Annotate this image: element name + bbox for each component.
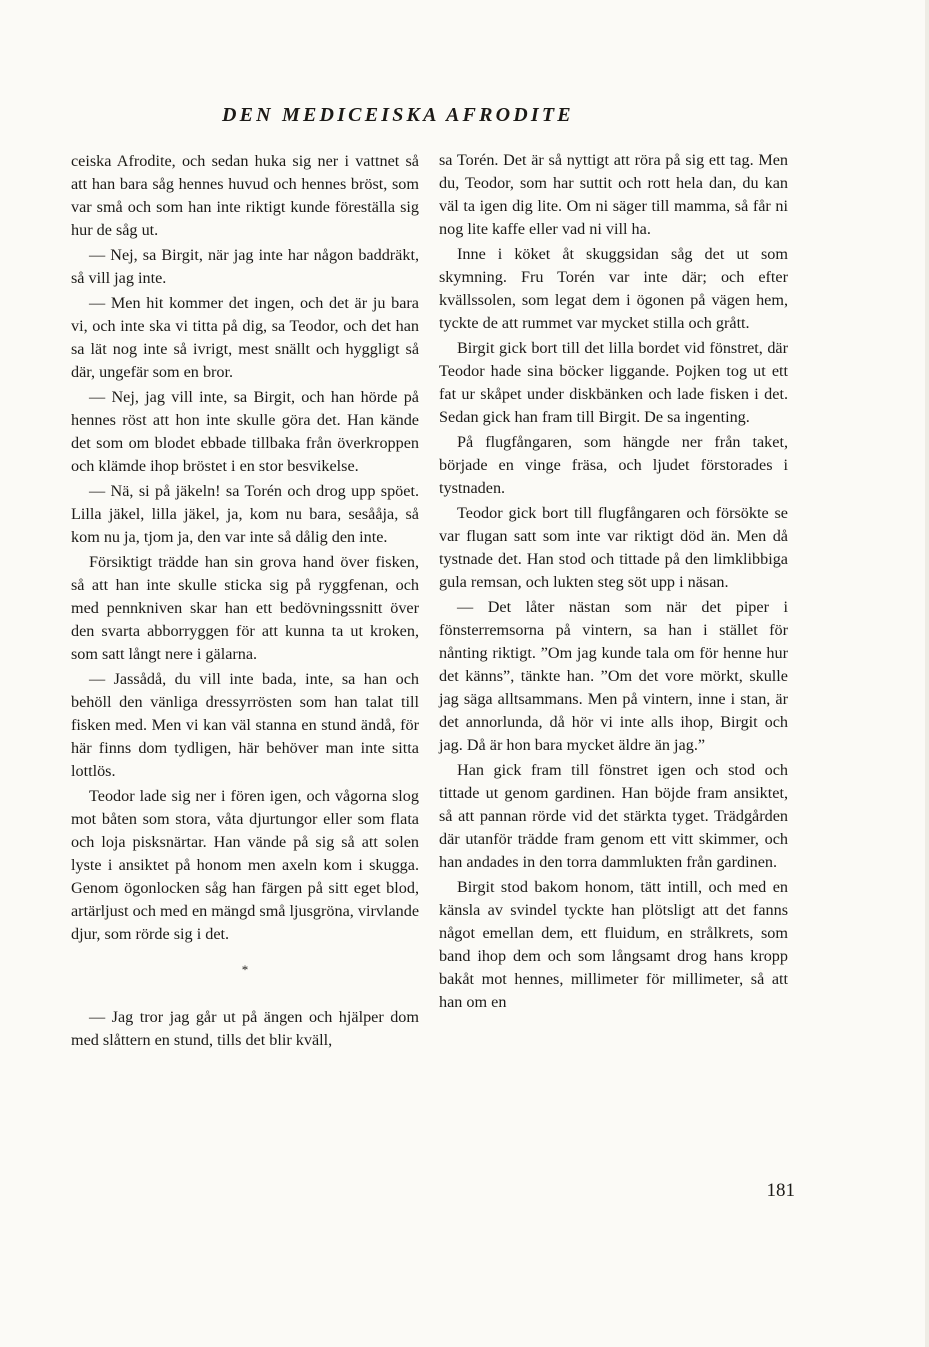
- page-edge: [925, 0, 929, 1347]
- paragraph: Inne i köket åt skuggsidan såg det ut som skymning. Fru Torén var inte där; och efter kvällssolen, som legat dem i ögonen på vägen hem, tyckte de att rummet var mycket stilla och grått.: [439, 245, 788, 332]
- paragraph: På flugfångaren, som hängde ner från taket, började en vinge fräsa, och ljudet förstorades i tystnaden.: [439, 433, 788, 497]
- running-head: DEN MEDICEISKA AFRODITE: [222, 104, 574, 126]
- paragraph: sa Torén. Det är så nyttigt att röra på sig ett tag. Men du, Teodor, som har suttit och rott hela dan, du kan väl ta igen dig lite. Om ni säger till mamma, så får ni nog lite kaffe eller vad ni vill ha.: [439, 151, 788, 238]
- section-break-asterisk: *: [241, 962, 249, 977]
- page-number: 181: [766, 1180, 795, 1201]
- paragraph: Birgit stod bakom honom, tätt intill, och med en känsla av svindel tyckte han plötsligt att det fanns något emellan dem, ett fluidum, en strålkrets, som band ihop dem och som långsamt drog hans kropp bakåt mot hennes, millimeter för millimeter, så att han om en: [439, 878, 788, 1011]
- paragraph: Han gick fram till fönstret igen och stod och tittade ut genom gardinen. Han böjde fram ansiktet, så att pannan rörde vid det stärkta tyget. Trädgården där utanför trädde fram genom ett vitt skimmer, och han andades in den torra dammlukten från gardinen.: [439, 761, 788, 871]
- paragraph: — Nä, si på jäkeln! sa Torén och drog upp spöet. Lilla jäkel, lilla jäkel, ja, kom nu bara, sesååja, så kom nu ja, tjom ja, den var inte så dålig den inte.: [71, 482, 419, 546]
- paragraph: — Nej, sa Birgit, när jag inte har någon baddräkt, så vill jag inte.: [71, 246, 419, 287]
- paragraph: — Jassådå, du vill inte bada, inte, sa han och behöll den vänliga dressyrrösten som han talat till fisken med. Men vi kan väl stanna en stund ändå, för här finns dom tydligen, här behöver man inte sitta lottlös.: [71, 670, 419, 780]
- paragraph: Teodor gick bort till flugfångaren och försökte se var flugan satt som inte var riktigt död än. Men då tystnade det. Han stod och tittade på den limklibbiga gula remsan, och lukten steg söt upp i näsan.: [439, 504, 788, 591]
- left-column: [71, 150, 419, 1054]
- paragraph: Försiktigt trädde han sin grova hand över fisken, så att han inte skulle sticka sig på ryggfenan, och med pennkniven skar han ett bedövningssnitt över den svarta abborryggen för att kunna ta ut kroken, som satt långt nere i gälarna.: [71, 553, 419, 663]
- paragraph: ceiska Afrodite, och sedan huka sig ner i vattnet så att han bara såg hennes huvud och hennes bröst, som var små och som han inte riktigt kunde föreställa sig hur de såg ut.: [71, 152, 419, 239]
- paragraph: — Det låter nästan som när det piper i fönsterremsorna på vintern, sa han i stället för nånting riktigt. ”Om jag kunde tala om för henne hur det känns”, tänkte han. ”Om det vore mörkt, skulle jag säga alltsammans. Men på vintern, inne i stan, är det annorlunda, då hör vi inte alls ihop, Birgit och jag. Då är hon bara mycket äldre än jag.”: [439, 598, 788, 754]
- right-column: [439, 149, 788, 1016]
- paragraph: — Jag tror jag går ut på ängen och hjälper dom med slåttern en stund, tills det blir kväll,: [71, 1008, 419, 1049]
- paragraph: — Nej, jag vill inte, sa Birgit, och han hörde på hennes röst att hon inte skulle göra det. Han kände det som om blodet ebbade tillbaka från överkroppen och klämde ihop bröstet i en stor besvikelse.: [71, 388, 419, 475]
- paragraph: — Men hit kommer det ingen, och det är ju bara vi, och inte ska vi titta på dig, sa Teodor, och det han sa lät nog inte så ivrigt, mest snällt och hyggligt så där, ungefär som en bror.: [71, 294, 419, 381]
- paragraph: Teodor lade sig ner i fören igen, och vågorna slog mot båten som stora, våta djurtungor eller som flata och loja pisksnärtar. Han vände på sig så att solen lyste i ansiktet på honom men axeln kom i skugga. Genom ögonlocken såg han färgen på sitt eget blod, artärljust och med en mängd små ljusgröna, virvlande djur, som rörde sig i det.: [71, 787, 419, 943]
- paragraph: Birgit gick bort till det lilla bordet vid fönstret, där Teodor hade sina böcker liggande. Pojken tog ut ett fat ur skåpet under diskbänken och lade fisken i det. Sedan gick han fram till Birgit. De sa ingenting.: [439, 339, 788, 426]
